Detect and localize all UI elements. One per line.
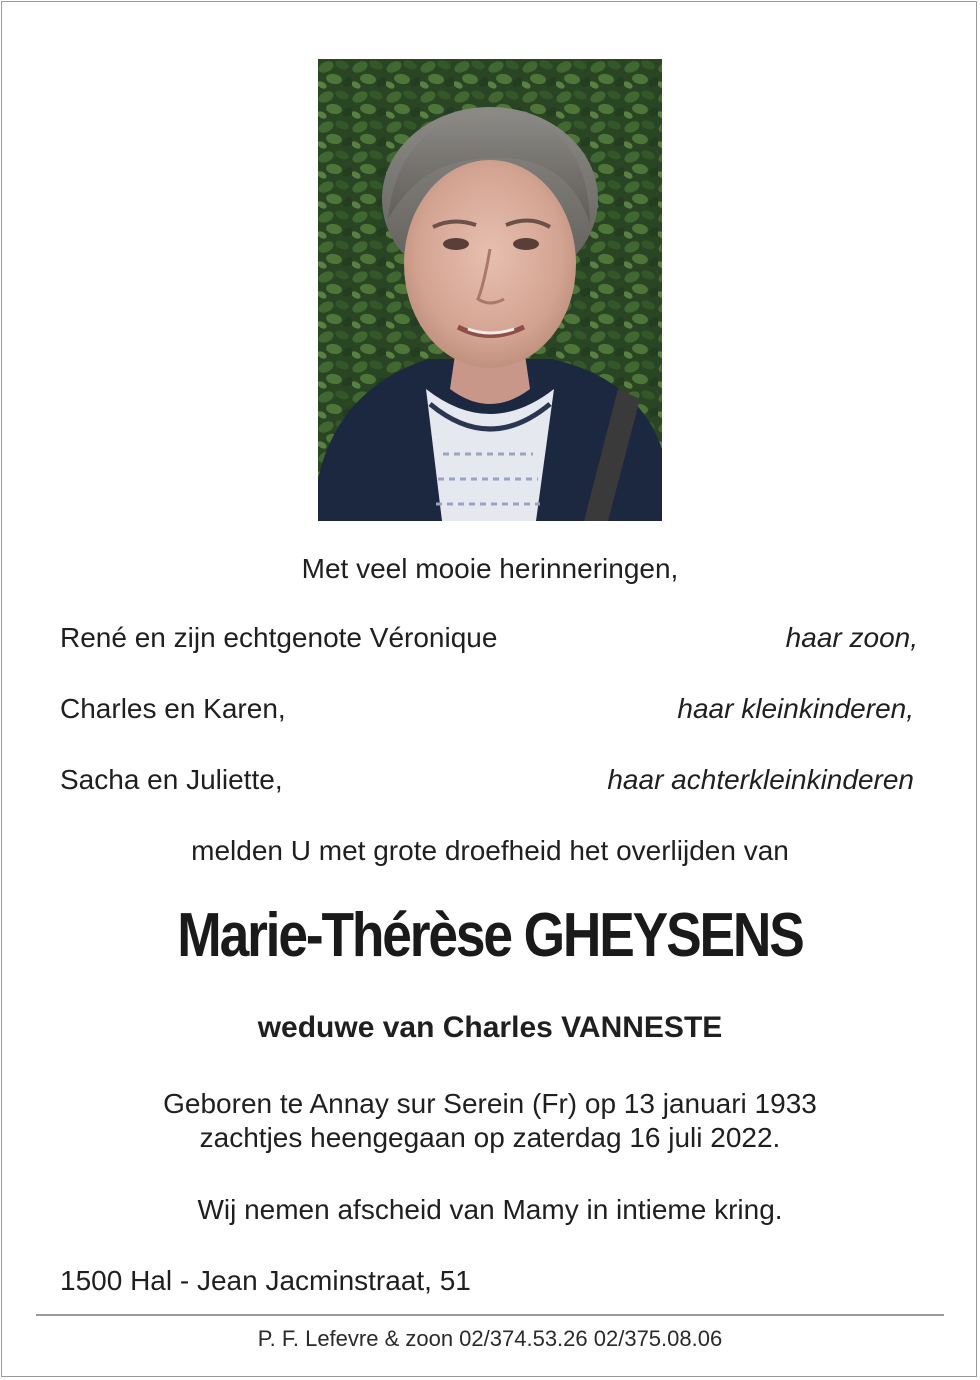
born-line: Geboren te Annay sur Serein (Fr) op 13 januari 1933 xyxy=(163,1088,817,1119)
relative-row xyxy=(60,691,918,727)
relative-relation: haar zoon, xyxy=(785,622,918,653)
farewell-line: Wij nemen afscheid van Mamy in intieme kring. xyxy=(197,1194,783,1225)
relative-names: René en zijn echtgenote Véronique xyxy=(60,622,498,653)
portrait-illustration xyxy=(318,59,662,521)
relative-names: Sacha en Juliette, xyxy=(60,764,283,795)
opening-line: Met veel mooie herinneringen, xyxy=(301,553,679,584)
relative-relation: haar achterkleinkinderen xyxy=(607,764,914,795)
relative-row xyxy=(60,620,918,656)
spouse-line: weduwe van Charles VANNESTE xyxy=(257,1011,723,1044)
relative-row xyxy=(60,762,918,798)
announcement-line: melden U met grote droefheid het overlijden van xyxy=(191,835,789,866)
footer-divider xyxy=(36,1314,944,1316)
deceased-name: Marie-Thérèse GHEYSENS xyxy=(177,901,803,970)
relative-names: Charles en Karen, xyxy=(60,693,286,724)
address: 1500 Hal - Jean Jacminstraat, 51 xyxy=(60,1265,471,1296)
relative-relation: haar kleinkinderen, xyxy=(677,693,914,724)
passed-line: zachtjes heengegaan op zaterdag 16 juli 2022. xyxy=(199,1122,781,1153)
funeral-home-info: P. F. Lefevre & zoon 02/374.53.26 02/375.08.06 xyxy=(257,1326,723,1351)
portrait-photo xyxy=(318,59,662,521)
